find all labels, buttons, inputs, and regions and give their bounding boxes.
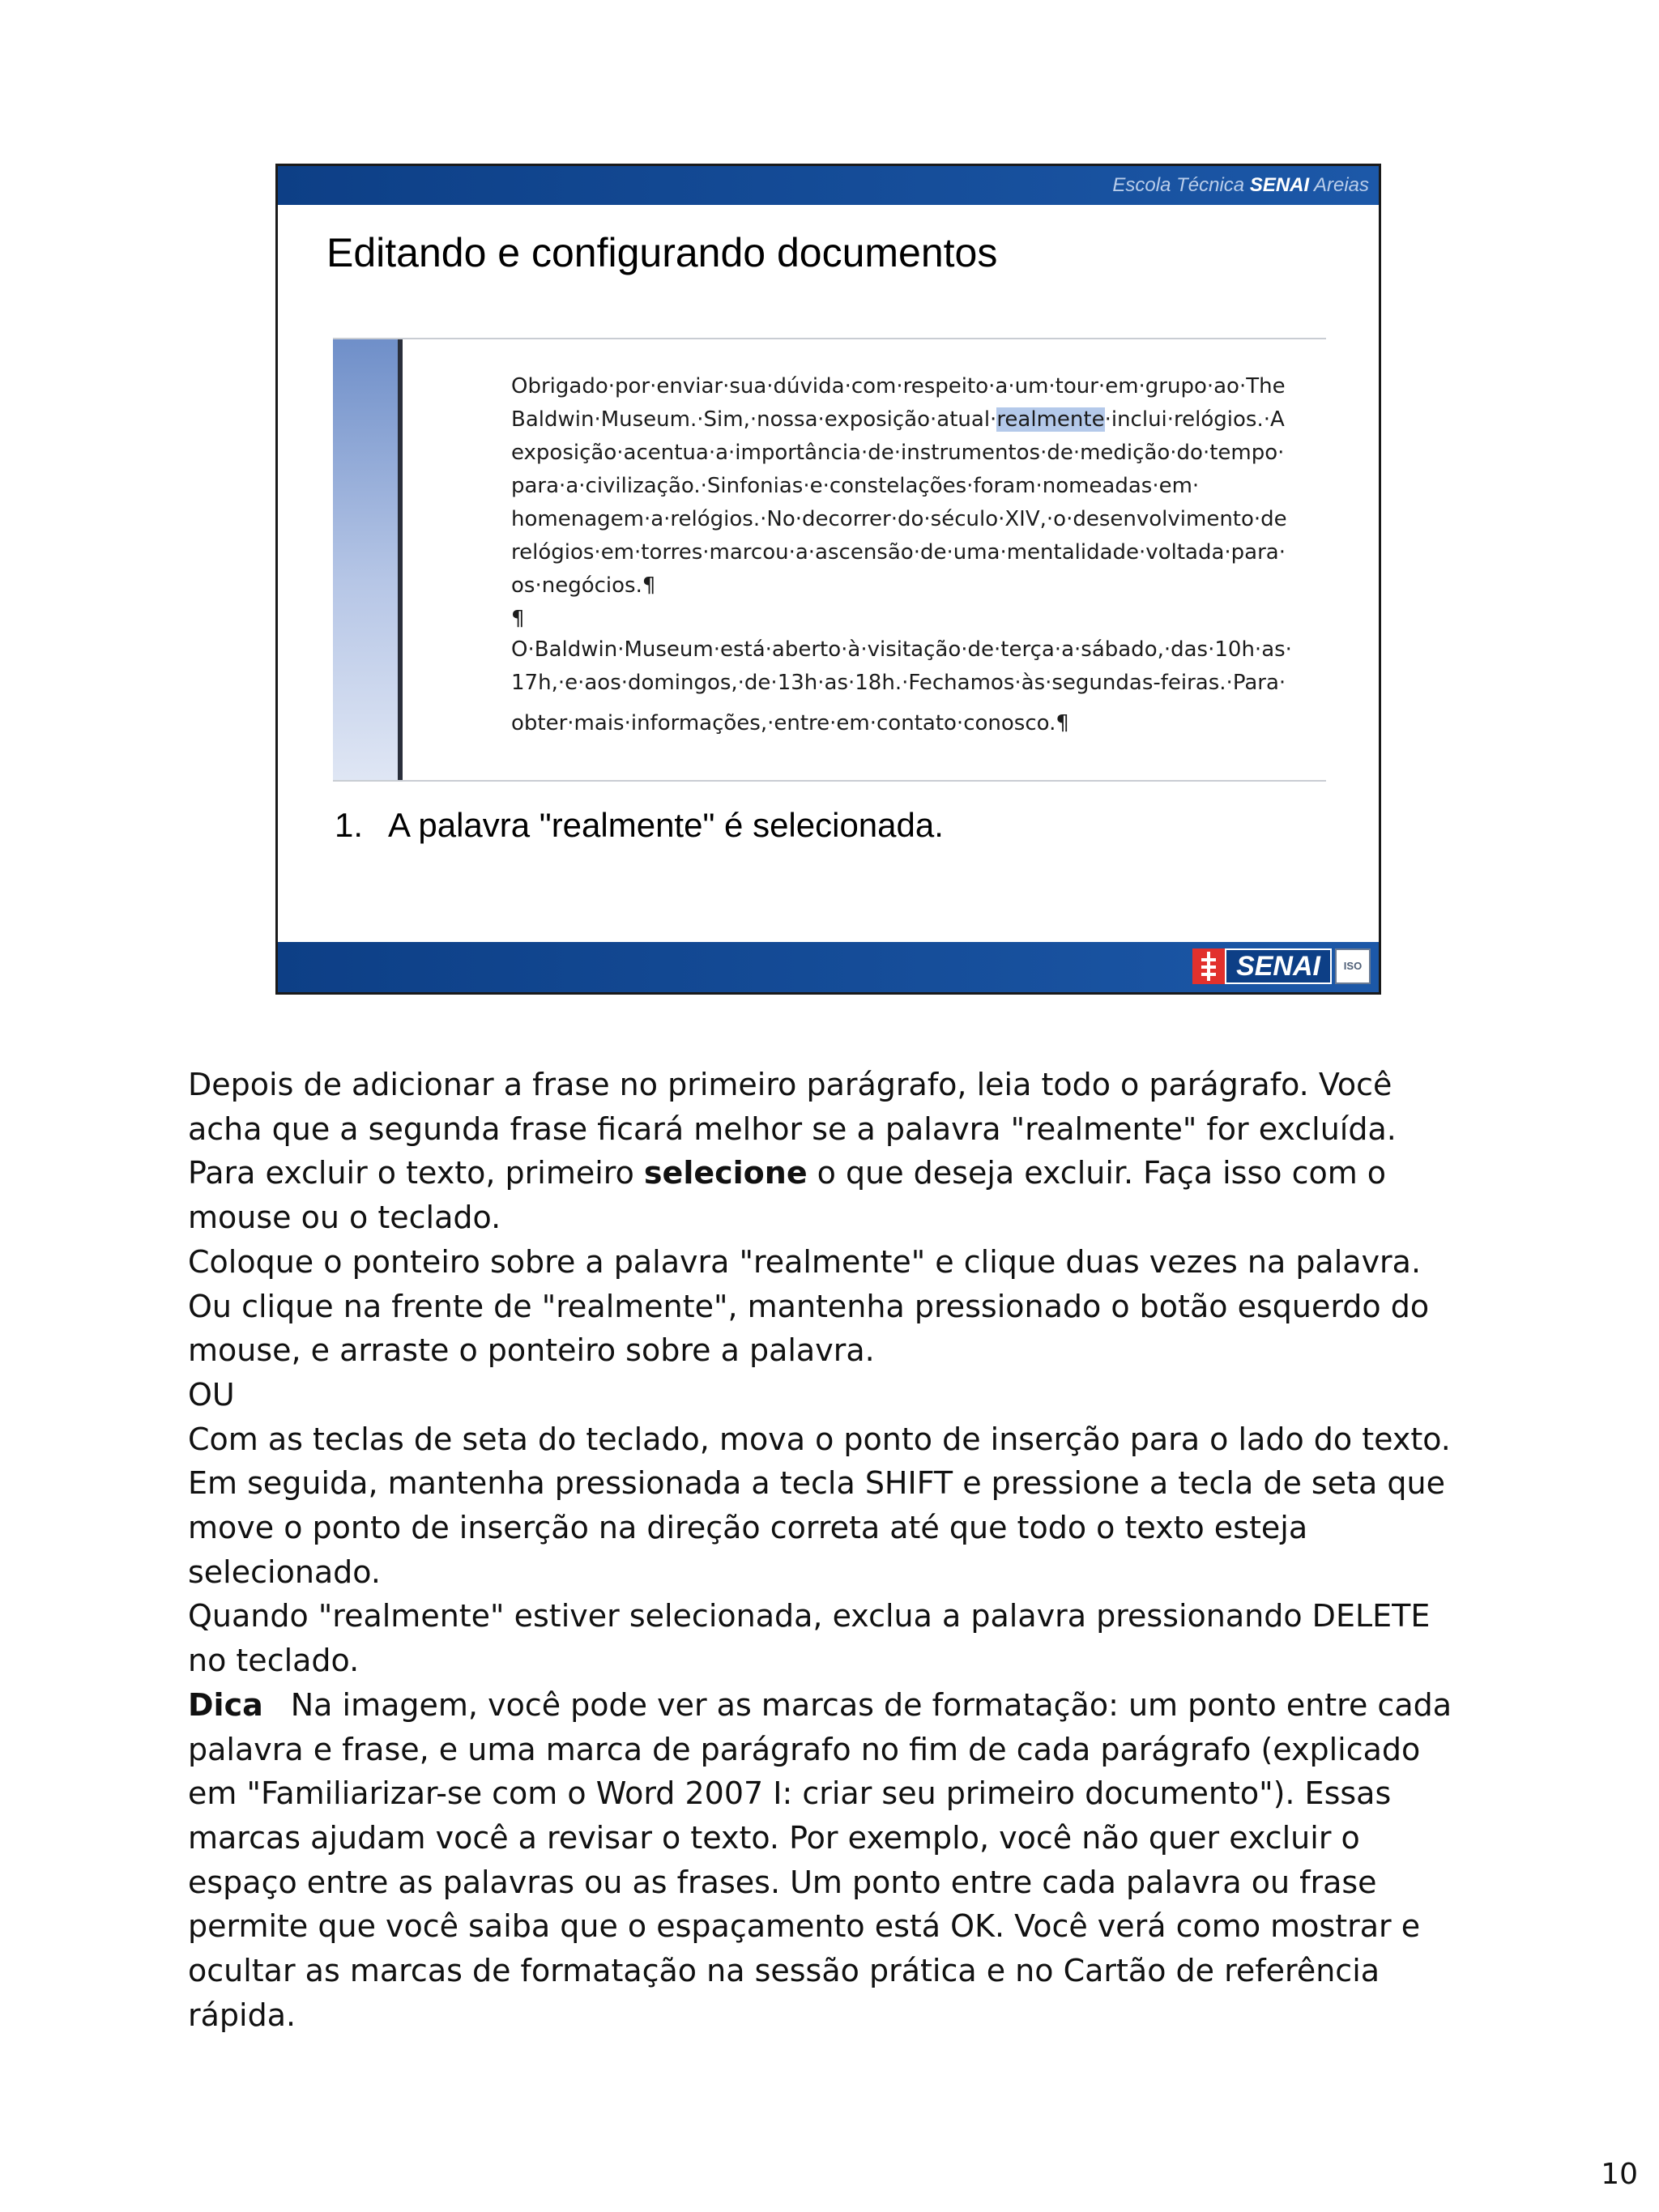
notes-paragraph: Com as teclas de seta do teclado, mova o ponto de inserção para o lado do texto. Em seguida, mantenha pressionada a tecla SHIFT e pressione a tecla de seta que move o ponto de inserção na direção correta até que todo o texto esteja selecionado.: [188, 1421, 1451, 1590]
presentation-slide: [275, 164, 1381, 995]
document-line: Obrigado·por·enviar·sua·dúvida·com·respeito·a·um·tour·em·grupo·ao·The: [511, 374, 1286, 399]
document-line: ¶: [511, 607, 525, 631]
notes-paragraph: Coloque o ponteiro sobre a palavra "realmente" e clique duas vezes na palavra. Ou clique na frente de "realmente", mantenha pressionado o botão esquerdo do mouse, e arraste o ponteiro sobre a palavra.: [188, 1243, 1430, 1369]
slide-step: 1. A palavra "realmente" é selecionada.: [335, 806, 944, 844]
slide-header-bar: [278, 166, 1379, 205]
document-line: os·negócios.¶: [511, 573, 656, 598]
tip-label: Dica: [188, 1686, 263, 1723]
notes-paragraph: Para excluir o texto, primeiro selecione o que deseja excluir. Faça isso com o mouse ou o teclado.: [188, 1155, 1387, 1236]
slide-footer-bar: [278, 942, 1379, 992]
notes-tip: Dica Na imagem, você pode ver as marcas de formatação: um ponto entre cada palavra e frase, e uma marca de parágrafo no fim de cada parágrafo (explicado em "Familiarizar-se com o Word 2007 I: criar seu primeiro documento"). Essas marcas ajudam você a revisar o texto. Por exemplo, você não quer excluir o espaço entre as palavras ou as frases. Um ponto entre cada palavra ou frase permite que você saiba que o espaçamento está OK. Você verá como mostrar e ocultar as marcas de formatação na sessão prática e no Cartão de referência rápida.: [188, 1686, 1452, 2033]
document-line: obter·mais·informações,·entre·em·contato·conosco.¶: [511, 711, 1069, 735]
document-page: [403, 339, 1326, 780]
selected-word: realmente: [996, 407, 1105, 432]
senai-logo: [1192, 948, 1371, 984]
speaker-notes: [188, 1063, 1468, 2037]
slide-title: Editando e configurando documentos: [326, 230, 998, 275]
notes-paragraph: Quando "realmente" estiver selecionada, exclua a palavra pressionando DELETE no teclado.: [188, 1598, 1431, 1679]
document-line: Baldwin·Museum.·Sim,·nossa·exposição·atual·realmente·inclui·relógios.·A: [511, 407, 1285, 432]
document-text: [511, 370, 1326, 740]
document-line: exposição·acentua·a·importância·de·instrumentos·de·medição·do·tempo·: [511, 441, 1285, 465]
notes-paragraph: OU: [188, 1376, 235, 1413]
iso-badge: ISO: [1335, 948, 1371, 984]
document-screenshot: [333, 338, 1326, 782]
senai-mark-icon: [1192, 948, 1225, 984]
document-line: 17h,·e·aos·domingos,·de·13h·as·18h.·Fechamos·às·segundas-feiras.·Para·: [511, 671, 1286, 695]
school-name: Escola Técnica SENAI Areias: [1112, 174, 1369, 196]
senai-logo-text: SENAI: [1225, 948, 1332, 984]
document-line: O·Baldwin·Museum·está·aberto·à·visitação·de·terça·a·sábado,·das·10h·as·: [511, 637, 1292, 662]
document-line: homenagem·a·relógios.·No·decorrer·do·século·XIV,·o·desenvolvimento·de: [511, 507, 1287, 531]
document-margin-panel: [333, 339, 398, 780]
document-line: relógios·em·torres·marcou·a·ascensão·de·uma·mentalidade·voltada·para·: [511, 540, 1286, 565]
notes-paragraph: Depois de adicionar a frase no primeiro parágrafo, leia todo o parágrafo. Você acha que a segunda frase ficará melhor se a palavra "realmente" for excluída.: [188, 1067, 1397, 1147]
divider: [333, 780, 1326, 782]
page-number: 10: [1601, 2158, 1638, 2191]
document-line: para·a·civilização.·Sinfonias·e·constelações·foram·nomeadas·em·: [511, 474, 1200, 498]
